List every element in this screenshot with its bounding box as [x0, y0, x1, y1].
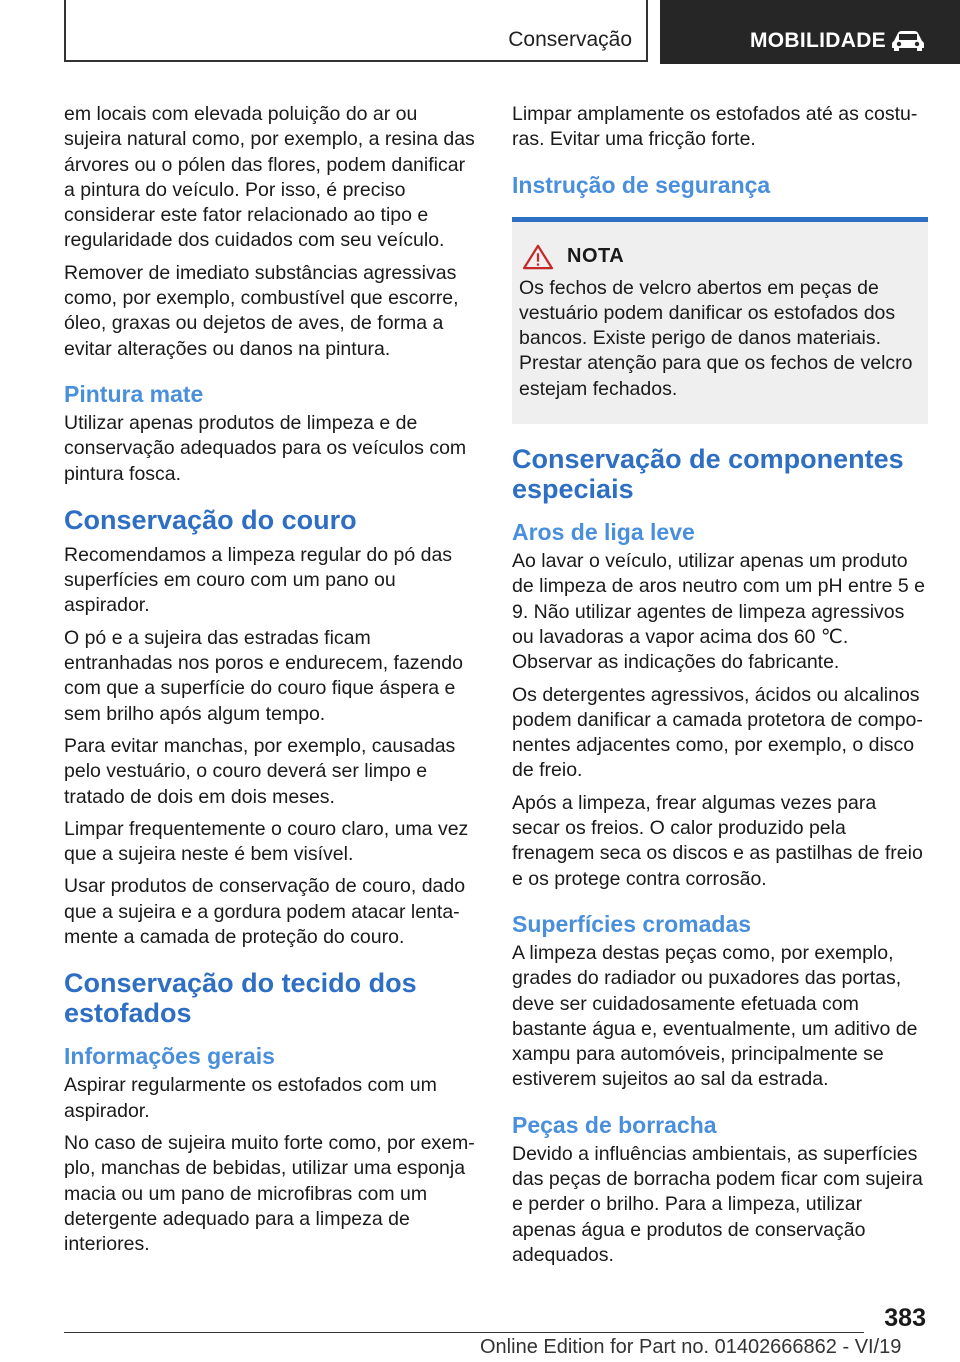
- heading-componentes-especiais: Conservação de componentes especiais: [512, 444, 904, 505]
- chapter-tab-label: MOBILIDADE: [750, 29, 886, 52]
- note-header: [519, 244, 918, 270]
- subheading-superficies-cromadas: Superfícies cromadas: [512, 910, 752, 937]
- subheading-aros-liga-leve: Aros de liga leve: [512, 519, 695, 546]
- paragraph: Ao lavar o veículo, utilizar apenas um produto de limpeza de aros neutro com um pH entre 5 e 9. Não utilizar agentes de limpeza agressivos ou lavadoras a vapor acima dos 60 ℃. Observar as indicações do fabricante.: [512, 550, 925, 674]
- paragraph: Limpar amplamente os estofados até as costuras. Evitar uma fricção forte.: [512, 103, 918, 151]
- page-number: 383: [884, 1304, 926, 1332]
- section-header-box: [64, 0, 648, 62]
- subheading-pecas-borracha: Peças de borracha: [512, 1111, 717, 1138]
- subheading-informacoes-gerais: Informações gerais: [64, 1043, 275, 1070]
- left-column: [64, 102, 480, 1264]
- warning-triangle-icon: [521, 244, 555, 270]
- paragraph: Limpar frequentemente o couro claro, uma vez que a sujeira neste é bem visível.: [64, 817, 469, 866]
- paragraph: Utilizar apenas produtos de limpeza e de conservação adequados para os veículos com pintura fosca.: [64, 411, 467, 485]
- note-text: Os fechos de velcro abertos em peças de vestuário podem danificar os estofados dos bancos. Existe perigo de danos materiais. Prestar atenção para que os fechos de velcro estejam fechados.: [519, 276, 913, 400]
- note-box: [512, 217, 928, 424]
- section-title: Conservação: [508, 28, 632, 51]
- paragraph: O pó e a sujeira das estradas ficam entranhadas nos poros e endurecem, fazendo com que a superfície do couro fique áspera e sem brilho após algum tempo.: [64, 626, 463, 725]
- subheading-pintura-mate: Pintura mate: [64, 380, 204, 407]
- paragraph: Devido a influências ambientais, as superfícies das peças de borracha podem ficar com sujeira e perder o brilho. Para a limpeza, utilizar apenas água e produtos de conservação adequados.: [512, 1142, 923, 1266]
- paragraph: A limpeza destas peças como, por exemplo, grades do radiador ou puxadores das portas, deve ser cuidadosamente efetuada com bastante água e, eventualmente, um aditivo de xampu para automóveis, principalmente se estiverem sujeitos ao sal da estrada.: [512, 941, 918, 1091]
- paragraph: Remover de imediato substâncias agressivas como, por exemplo, combustível que escorre, óleo, graxas ou dejetos de aves, de forma a evitar alterações ou danos na pintura.: [64, 261, 459, 360]
- note-title: NOTA: [567, 245, 625, 268]
- paragraph: Aspirar regularmente os estofados com um aspirador.: [64, 1074, 437, 1122]
- paragraph: Usar produtos de conservação de couro, dado que a sujeira e a gordura podem atacar lentamente a camada de proteção do couro.: [64, 875, 466, 949]
- chapter-tab: [660, 0, 960, 64]
- paragraph: No caso de sujeira muito forte como, por exemplo, manchas de bebidas, utilizar uma esponja macia ou um pano de microfibras com um detergente adequado para a limpeza de interiores.: [64, 1131, 475, 1256]
- paragraph: Após a limpeza, frear algumas vezes para secar os freios. O calor produzido pela frenagem seca os discos e as pastilhas de freio e os protege contra corrosão.: [512, 791, 923, 890]
- paragraph: Os detergentes agressivos, ácidos ou alcalinos podem danificar a camada protetora de componentes adjacentes como, por exemplo, o disco de freio.: [512, 683, 923, 782]
- subheading-instrucao-seguranca: Instrução de segurança: [512, 171, 771, 198]
- right-column: [512, 102, 928, 1275]
- paragraph: Para evitar manchas, por exemplo, causadas pelo vestuário, o couro deverá ser limpo e tratado de dois em dois meses.: [64, 734, 456, 808]
- page-header: [0, 0, 960, 66]
- heading-conservacao-couro: Conservação do couro: [64, 504, 357, 535]
- footer-divider: [64, 1332, 864, 1333]
- car-icon: [890, 28, 926, 52]
- edition-footer: Online Edition for Part no. 01402666862 - VI/19: [480, 1336, 902, 1358]
- paragraph: em locais com elevada poluição do ar ou sujeira natural como, por exemplo, a resina das árvores ou o pólen das flores, podem danificar a pintura do veículo. Por isso, é preciso considerar este fator relacionado ao tipo e regularidade dos cuidados com seu veículo.: [64, 103, 475, 252]
- paragraph: Recomendamos a limpeza regular do pó das superfícies em couro com um pano ou aspirador.: [64, 543, 453, 617]
- heading-conservacao-tecido: Conservação do tecido dos estofados: [64, 968, 417, 1029]
